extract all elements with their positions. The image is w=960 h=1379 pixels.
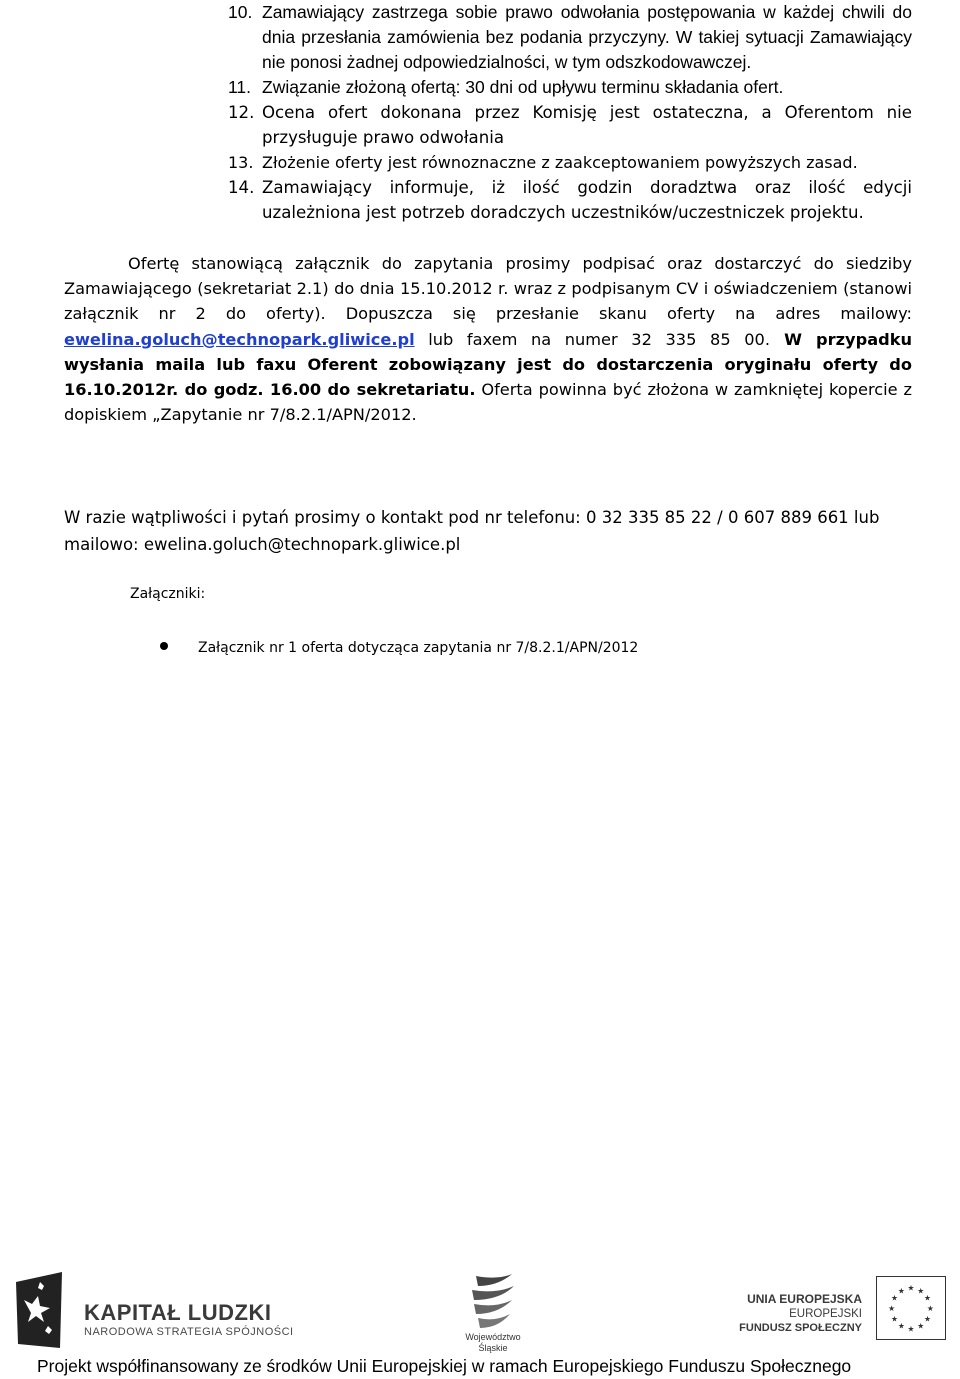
email-link[interactable]: ewelina.goluch@technopark.gliwice.pl <box>64 329 415 349</box>
eu-flag-icon <box>876 1276 946 1340</box>
kapital-ludzki-logo-icon <box>14 1270 64 1350</box>
svg-text:★: ★ <box>926 1303 934 1313</box>
list-item-text: Zamawiający zastrzega sobie prawo odwołania postępowania w każdej chwili do dnia przesłania zamówienia bez podania przyczyny. W takiej sytuacji Zamawiający nie ponosi żadnej odpowiedzialności, w tym odszkodowawczej. <box>262 2 912 72</box>
contact-info <box>64 504 924 558</box>
list-item-number: 13. <box>228 153 254 172</box>
list-item <box>228 100 912 150</box>
svg-text:★: ★ <box>907 1283 915 1293</box>
list-item <box>228 75 912 100</box>
svg-text:★: ★ <box>923 1293 931 1303</box>
wojewodztwo-logo-icon <box>468 1272 518 1332</box>
attachments-label: Załączniki: <box>130 586 206 602</box>
svg-text:★: ★ <box>897 1286 905 1296</box>
list-item-text: Złożenie oferty jest równoznaczne z zaakceptowaniem powyższych zasad. <box>262 153 858 172</box>
list-item-text: Ocena ofert dokonana przez Komisję jest ostateczna, a Oferentom nie przysługuje prawo odwołania <box>262 103 912 147</box>
list-item <box>228 175 912 225</box>
eu-line: UNIA EUROPEJSKA <box>747 1292 862 1306</box>
svg-text:★: ★ <box>923 1314 931 1324</box>
svg-text:★: ★ <box>897 1321 905 1331</box>
wojewodztwo-label: Województwo Śląskie <box>465 1332 521 1353</box>
eu-line: FUNDUSZ SPOŁECZNY <box>739 1322 862 1334</box>
offer-paragraph <box>64 251 912 427</box>
svg-text:★: ★ <box>907 1324 915 1334</box>
conditions-list <box>228 0 912 225</box>
svg-text:★: ★ <box>917 1286 925 1296</box>
bullet-icon <box>160 642 168 650</box>
list-item-number: 10. <box>228 2 253 22</box>
contact-line: mailowo: ewelina.goluch@technopark.gliwice.pl <box>64 535 461 554</box>
kapital-ludzki-title: KAPITAŁ LUDZKI <box>84 1300 272 1325</box>
svg-text:★: ★ <box>888 1303 896 1313</box>
svg-text:★: ★ <box>891 1314 899 1324</box>
deadline-text: W przypadku wysłania maila lub faxu Oferent zobowiązany jest do dostarczenia oryginału oferty do 16.10.2012r. do godz. 16.00 do sekretariatu. <box>64 329 912 400</box>
kapital-ludzki-subtitle: NARODOWA STRATEGIA SPÓJNOŚCI <box>84 1326 294 1338</box>
list-item <box>228 150 912 175</box>
contact-line: W razie wątpliwości i pytań prosimy o kontakt pod nr telefonu: 0 32 335 85 22 / 0 607 889 661 lub <box>64 508 880 527</box>
svg-text:★: ★ <box>917 1321 925 1331</box>
offer-text: Ofertę stanowiącą załącznik do zapytania prosimy podpisać oraz dostarczyć do siedziby Zamawiającego (sekretariat 2.1) do dnia 15.10.2012 r. wraz z podpisanym CV i oświadczeniem (stanowi załącznik nr 2 do oferty). Dopuszcza się przesłanie skanu oferty na adres mailowy: <box>64 254 912 324</box>
eu-text-block <box>700 1292 862 1335</box>
attachments-list <box>160 640 638 656</box>
list-item-text: Zamawiający informuje, iż ilość godzin doradztwa oraz ilość edycji uzależniona jest potrzeb doradczych uczestników/uczestniczek projektu. <box>262 178 912 222</box>
footer-logos <box>0 1264 960 1356</box>
eu-line: EUROPEJSKI <box>789 1308 862 1320</box>
funding-statement: Projekt współfinansowany ze środków Unii Europejskiej w ramach Europejskiego Funduszu Społecznego <box>37 1356 852 1376</box>
attachment-item: Załącznik nr 1 oferta dotycząca zapytania nr 7/8.2.1/APN/2012 <box>198 640 639 656</box>
list-item-number: 14. <box>228 178 255 197</box>
list-item-number: 12. <box>228 103 255 122</box>
svg-text:★: ★ <box>891 1293 899 1303</box>
list-item <box>228 0 912 75</box>
list-item-text: Związanie złożoną ofertą: 30 dni od upływu terminu składania ofert. <box>262 77 784 97</box>
fax-text: lub faxem na numer 32 335 85 00. <box>414 329 770 349</box>
list-item-number: 11. <box>228 77 252 97</box>
envelope-text: Oferta powinna być złożona w zamkniętej kopercie z dopiskiem „Zapytanie nr 7/8.2.1/APN/2012. <box>64 380 912 425</box>
